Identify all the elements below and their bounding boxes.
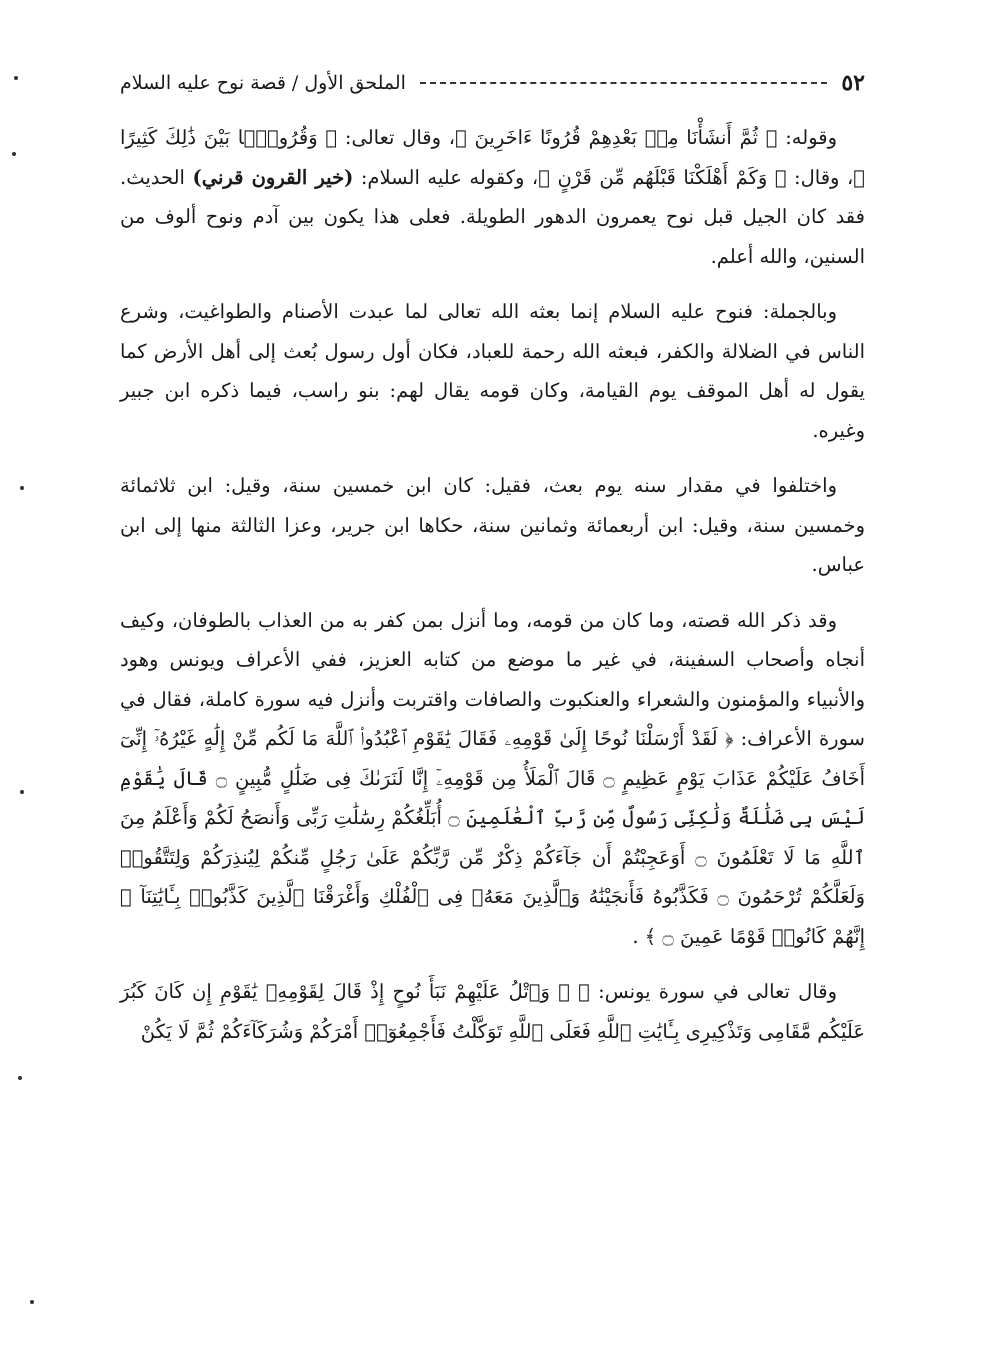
paragraph [120, 466, 865, 585]
margin-mark [12, 152, 16, 156]
page-number: ٥٢ [841, 70, 865, 96]
body-text: وبالجملة: فنوح عليه السلام إنما بعثه الله تعالى لما عبدت الأصنام والطواغيت، وشرع الناس في الضلالة والكفر، فبعثه الله رحمة للعباد، فكان أول رسول بُعث إلى أهل الأرض كما يقول له أهل الموقف يوم القيامة، وكان قومه يقال لهم: بنو راسب، فيما ذكره ابن جبير وغيره. [120, 300, 865, 442]
body-text: وقال تعالى في سورة يونس: [589, 980, 838, 1003]
margin-mark [18, 1076, 22, 1080]
quran-verse: ﴿ لَقَدْ أَرْسَلْنَا نُوحًا إِلَىٰ قَوْمِهِۦ فَقَالَ يَٰقَوْمِ ٱعْبُدُوا۟ ٱللَّهَ مَا لَكُم مِّنْ إِلَٰهٍ غَيْرُهُۥٓ إِنِّىٓ أَخَافُ عَلَيْكُمْ عَذَابَ يَوْمٍ عَظِيمٍ ۝ قَالَ ٱلْمَلَأُ مِن قَوْمِهِۦٓ إِنَّا لَنَرَىٰكَ فِى ضَلَٰلٍ مُّبِينٍ ۝ قَالَ يَٰقَوْمِ لَيْسَ بِى ضَلَٰلَةٌ وَلَٰكِنِّى رَسُولٌ مِّن رَّبِّ ٱلْعَٰلَمِينَ ۝ أُبَلِّغُكُمْ رِسَٰلَٰتِ رَبِّى وَأَنصَحُ لَكُمْ وَأَعْلَمُ مِنَ ٱللَّهِ مَا لَا تَعْلَمُونَ ۝ أَوَعَجِبْتُمْ أَن جَآءَكُمْ ذِكْرٌ مِّن رَّبِّكُمْ عَلَىٰ رَجُلٍ مِّنكُمْ لِيُنذِرَكُمْ وَلِتَتَّقُوا۟ وَلَعَلَّكُمْ تُرْحَمُونَ ۝ فَكَذَّبُوهُ فَأَنجَيْنَٰهُ وَٱلَّذِينَ مَعَهُۥ فِى ٱلْفُلْكِ وَأَغْرَقْنَا ٱلَّذِينَ كَذَّبُوا۟ بِـَٔايَٰتِنَآ ۚ إِنَّهُمْ كَانُوا۟ قَوْمًا عَمِينَ ۝ ﴾ [120, 727, 866, 948]
page-header [120, 62, 865, 104]
margin-mark [30, 1300, 34, 1304]
body-text: ، وقال تعالى: [337, 126, 456, 149]
quran-verse: ﴿ وَقُرُونًۢا بَيْنَ ذَٰلِكَ كَثِيرًا ﴾ [120, 126, 865, 189]
body-text: وقد ذكر الله قصته، وما كان من قومه، وما أنزل بمن كفر به من العذاب بالطوفان، وكيف أنجاه وأصحاب السفينة، في غير ما موضع من كتابه العزيز، ففي الأعراف ويونس وهود والأنبياء والمؤمنون والشعراء والعنكبوت والصافات واقتربت وأنزل فيه سورة كاملة، فقال في سورة الأعراف: [120, 608, 865, 750]
page-body [120, 118, 865, 1051]
header-dashed-rule [420, 82, 827, 84]
paragraph [120, 601, 865, 957]
paragraph [120, 292, 865, 450]
margin-mark [20, 790, 24, 794]
body-text: وقوله: [777, 126, 838, 149]
quran-verse: ﴿ وَكَمْ أَهْلَكْنَا قَبْلَهُم مِّن قَرْنٍ ﴾ [538, 165, 787, 189]
quran-verse: ﴿ ۞ وَٱتْلُ عَلَيْهِمْ نَبَأَ نُوحٍ إِذْ قَالَ لِقَوْمِهِۦ يَٰقَوْمِ إِن كَانَ كَبُرَ عَلَيْكُم مَّقَامِى وَتَذْكِيرِى بِـَٔايَٰتِ ٱللَّهِ فَعَلَى ٱللَّهِ تَوَكَّلْتُ فَأَجْمِعُوٓا۟ أَمْرَكُمْ وَشُرَكَآءَكُمْ ثُمَّ لَا يَكُنْ [120, 980, 865, 1043]
paragraph [120, 972, 865, 1051]
body-text: ، وقال: [786, 165, 854, 189]
hadith-quote: (خير القرون قرني) [192, 165, 354, 189]
paragraph [120, 118, 865, 276]
quran-verse: ﴿ ثُمَّ أَنشَأْنَا مِنۢ بَعْدِهِمْ قُرُونًا ءَاخَرِينَ ﴾ [455, 126, 778, 149]
body-text: واختلفوا في مقدار سنه يوم بعث، فقيل: كان ابن خمسين سنة، وقيل: ابن ثلاثمائة وخمسين سنة، وقيل: ابن أربعمائة وثمانين سنة، حكاها ابن جرير، وعزا الثالثة منها إلى ابن عباس. [120, 474, 865, 576]
body-text: . [632, 924, 645, 948]
book-page [120, 62, 865, 1342]
body-text: ، وكقوله عليه السلام: [353, 165, 539, 189]
running-title: الملحق الأول / قصة نوح عليه السلام [120, 72, 406, 94]
margin-mark [14, 76, 18, 80]
body-text: الحديث. فقد كان الجيل قبل نوح يعمرون الدهور الطويلة. فعلى هذا يكون بين آدم ونوح ألوف من السنين، والله أعلم. [120, 165, 865, 268]
margin-mark [20, 486, 24, 490]
